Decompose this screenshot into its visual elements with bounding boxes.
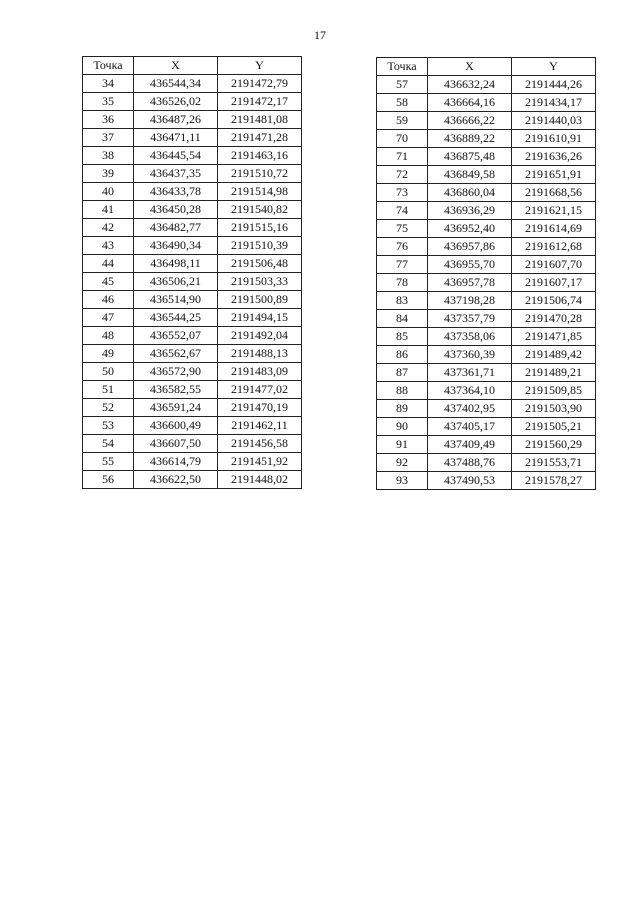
point-number-cell: 47 <box>83 309 134 327</box>
y-coordinate-cell: 2191510,72 <box>218 165 302 183</box>
point-number-cell: 88 <box>377 382 428 400</box>
x-coordinate-cell: 436487,26 <box>134 111 218 129</box>
y-coordinate-cell: 2191463,16 <box>218 147 302 165</box>
table-row <box>83 273 302 291</box>
y-coordinate-cell: 2191471,28 <box>218 129 302 147</box>
y-coordinate-cell: 2191456,58 <box>218 435 302 453</box>
x-coordinate-cell: 436445,54 <box>134 147 218 165</box>
table-row <box>377 346 596 364</box>
table-row <box>83 129 302 147</box>
point-number-cell: 51 <box>83 381 134 399</box>
point-number-cell: 45 <box>83 273 134 291</box>
y-coordinate-cell: 2191500,89 <box>218 291 302 309</box>
x-coordinate-cell: 437198,28 <box>428 292 512 310</box>
y-coordinate-cell: 2191514,98 <box>218 183 302 201</box>
y-coordinate-cell: 2191444,26 <box>512 76 596 94</box>
y-coordinate-cell: 2191607,70 <box>512 256 596 274</box>
x-coordinate-cell: 437402,95 <box>428 400 512 418</box>
x-coordinate-cell: 437357,79 <box>428 310 512 328</box>
x-coordinate-cell: 436591,24 <box>134 399 218 417</box>
x-coordinate-cell: 436936,29 <box>428 202 512 220</box>
y-coordinate-cell: 2191636,26 <box>512 148 596 166</box>
table-row <box>83 237 302 255</box>
table-row <box>83 381 302 399</box>
y-coordinate-cell: 2191621,15 <box>512 202 596 220</box>
y-coordinate-cell: 2191434,17 <box>512 94 596 112</box>
x-coordinate-cell: 436860,04 <box>428 184 512 202</box>
y-coordinate-cell: 2191462,11 <box>218 417 302 435</box>
x-coordinate-cell: 436957,78 <box>428 274 512 292</box>
point-number-cell: 50 <box>83 363 134 381</box>
x-coordinate-cell: 436889,22 <box>428 130 512 148</box>
table-row <box>377 148 596 166</box>
column-header-x: X <box>428 58 512 76</box>
x-coordinate-cell: 437409,49 <box>428 436 512 454</box>
y-coordinate-cell: 2191483,09 <box>218 363 302 381</box>
x-coordinate-cell: 437364,10 <box>428 382 512 400</box>
x-coordinate-cell: 437405,17 <box>428 418 512 436</box>
point-number-cell: 46 <box>83 291 134 309</box>
table-row <box>83 183 302 201</box>
table-row <box>83 345 302 363</box>
point-number-cell: 91 <box>377 436 428 454</box>
table-row <box>83 75 302 93</box>
column-header-y: Y <box>218 57 302 75</box>
point-number-cell: 57 <box>377 76 428 94</box>
x-coordinate-cell: 436664,16 <box>428 94 512 112</box>
table-row <box>377 472 596 490</box>
coordinates-table-right <box>376 57 596 490</box>
table-row <box>377 130 596 148</box>
table-row <box>83 453 302 471</box>
table-row <box>83 435 302 453</box>
x-coordinate-cell: 436562,67 <box>134 345 218 363</box>
point-number-cell: 59 <box>377 112 428 130</box>
y-coordinate-cell: 2191515,16 <box>218 219 302 237</box>
point-number-cell: 84 <box>377 310 428 328</box>
table-row <box>377 274 596 292</box>
y-coordinate-cell: 2191451,92 <box>218 453 302 471</box>
point-number-cell: 58 <box>377 94 428 112</box>
x-coordinate-cell: 436572,90 <box>134 363 218 381</box>
y-coordinate-cell: 2191506,48 <box>218 255 302 273</box>
point-number-cell: 39 <box>83 165 134 183</box>
x-coordinate-cell: 437360,39 <box>428 346 512 364</box>
table-row <box>83 93 302 111</box>
y-coordinate-cell: 2191503,33 <box>218 273 302 291</box>
point-number-cell: 38 <box>83 147 134 165</box>
x-coordinate-cell: 436582,55 <box>134 381 218 399</box>
y-coordinate-cell: 2191503,90 <box>512 400 596 418</box>
y-coordinate-cell: 2191540,82 <box>218 201 302 219</box>
point-number-cell: 71 <box>377 148 428 166</box>
y-coordinate-cell: 2191610,91 <box>512 130 596 148</box>
table-row <box>83 291 302 309</box>
table-row <box>377 238 596 256</box>
x-coordinate-cell: 436875,48 <box>428 148 512 166</box>
table-row <box>377 310 596 328</box>
table-row <box>377 202 596 220</box>
y-coordinate-cell: 2191505,21 <box>512 418 596 436</box>
table-row <box>377 256 596 274</box>
y-coordinate-cell: 2191494,15 <box>218 309 302 327</box>
x-coordinate-cell: 436498,11 <box>134 255 218 273</box>
table-row <box>83 147 302 165</box>
table-row <box>83 399 302 417</box>
point-number-cell: 35 <box>83 93 134 111</box>
page-number: 17 <box>314 28 326 42</box>
point-number-cell: 42 <box>83 219 134 237</box>
table-row <box>377 76 596 94</box>
x-coordinate-cell: 436437,35 <box>134 165 218 183</box>
point-number-cell: 89 <box>377 400 428 418</box>
point-number-cell: 55 <box>83 453 134 471</box>
table-row <box>83 219 302 237</box>
table-header-row <box>377 58 596 76</box>
table-row <box>83 309 302 327</box>
point-number-cell: 52 <box>83 399 134 417</box>
y-coordinate-cell: 2191440,03 <box>512 112 596 130</box>
y-coordinate-cell: 2191614,69 <box>512 220 596 238</box>
y-coordinate-cell: 2191509,85 <box>512 382 596 400</box>
table-row <box>83 111 302 129</box>
table-row <box>83 417 302 435</box>
table-row <box>377 220 596 238</box>
point-number-cell: 78 <box>377 274 428 292</box>
table-header-row <box>83 57 302 75</box>
point-number-cell: 44 <box>83 255 134 273</box>
table-row <box>83 471 302 489</box>
table-row <box>377 400 596 418</box>
point-number-cell: 34 <box>83 75 134 93</box>
x-coordinate-cell: 436666,22 <box>428 112 512 130</box>
y-coordinate-cell: 2191470,19 <box>218 399 302 417</box>
y-coordinate-cell: 2191560,29 <box>512 436 596 454</box>
x-coordinate-cell: 436552,07 <box>134 327 218 345</box>
table-row <box>377 418 596 436</box>
table-row <box>377 364 596 382</box>
table-row <box>83 363 302 381</box>
point-number-cell: 43 <box>83 237 134 255</box>
x-coordinate-cell: 436600,49 <box>134 417 218 435</box>
y-coordinate-cell: 2191489,42 <box>512 346 596 364</box>
point-number-cell: 72 <box>377 166 428 184</box>
point-number-cell: 48 <box>83 327 134 345</box>
x-coordinate-cell: 436955,70 <box>428 256 512 274</box>
y-coordinate-cell: 2191578,27 <box>512 472 596 490</box>
table-row <box>377 112 596 130</box>
x-coordinate-cell: 437490,53 <box>428 472 512 490</box>
y-coordinate-cell: 2191488,13 <box>218 345 302 363</box>
x-coordinate-cell: 436614,79 <box>134 453 218 471</box>
point-number-cell: 77 <box>377 256 428 274</box>
point-number-cell: 87 <box>377 364 428 382</box>
table-row <box>377 184 596 202</box>
x-coordinate-cell: 436544,34 <box>134 75 218 93</box>
x-coordinate-cell: 436433,78 <box>134 183 218 201</box>
table-row <box>83 327 302 345</box>
table-row <box>377 382 596 400</box>
point-number-cell: 36 <box>83 111 134 129</box>
table-row <box>377 436 596 454</box>
point-number-cell: 70 <box>377 130 428 148</box>
point-number-cell: 93 <box>377 472 428 490</box>
column-header-point: Точка <box>83 57 134 75</box>
point-number-cell: 85 <box>377 328 428 346</box>
x-coordinate-cell: 437358,06 <box>428 328 512 346</box>
x-coordinate-cell: 436544,25 <box>134 309 218 327</box>
x-coordinate-cell: 436622,50 <box>134 471 218 489</box>
point-number-cell: 54 <box>83 435 134 453</box>
x-coordinate-cell: 436490,34 <box>134 237 218 255</box>
table-row <box>377 454 596 472</box>
y-coordinate-cell: 2191651,91 <box>512 166 596 184</box>
y-coordinate-cell: 2191489,21 <box>512 364 596 382</box>
x-coordinate-cell: 437361,71 <box>428 364 512 382</box>
point-number-cell: 53 <box>83 417 134 435</box>
y-coordinate-cell: 2191448,02 <box>218 471 302 489</box>
point-number-cell: 76 <box>377 238 428 256</box>
y-coordinate-cell: 2191506,74 <box>512 292 596 310</box>
table-row <box>83 255 302 273</box>
y-coordinate-cell: 2191668,56 <box>512 184 596 202</box>
table-row <box>83 201 302 219</box>
x-coordinate-cell: 436849,58 <box>428 166 512 184</box>
y-coordinate-cell: 2191492,04 <box>218 327 302 345</box>
x-coordinate-cell: 436607,50 <box>134 435 218 453</box>
point-number-cell: 73 <box>377 184 428 202</box>
point-number-cell: 49 <box>83 345 134 363</box>
x-coordinate-cell: 436526,02 <box>134 93 218 111</box>
coordinates-table-left <box>82 56 302 489</box>
y-coordinate-cell: 2191470,28 <box>512 310 596 328</box>
point-number-cell: 74 <box>377 202 428 220</box>
column-header-y: Y <box>512 58 596 76</box>
y-coordinate-cell: 2191472,17 <box>218 93 302 111</box>
point-number-cell: 92 <box>377 454 428 472</box>
table-row <box>83 165 302 183</box>
x-coordinate-cell: 436514,90 <box>134 291 218 309</box>
y-coordinate-cell: 2191477,02 <box>218 381 302 399</box>
y-coordinate-cell: 2191607,17 <box>512 274 596 292</box>
y-coordinate-cell: 2191472,79 <box>218 75 302 93</box>
table-row <box>377 94 596 112</box>
column-header-x: X <box>134 57 218 75</box>
y-coordinate-cell: 2191553,71 <box>512 454 596 472</box>
point-number-cell: 37 <box>83 129 134 147</box>
point-number-cell: 41 <box>83 201 134 219</box>
table-row <box>377 292 596 310</box>
x-coordinate-cell: 436957,86 <box>428 238 512 256</box>
x-coordinate-cell: 436450,28 <box>134 201 218 219</box>
y-coordinate-cell: 2191612,68 <box>512 238 596 256</box>
point-number-cell: 86 <box>377 346 428 364</box>
point-number-cell: 75 <box>377 220 428 238</box>
y-coordinate-cell: 2191510,39 <box>218 237 302 255</box>
x-coordinate-cell: 436952,40 <box>428 220 512 238</box>
x-coordinate-cell: 436506,21 <box>134 273 218 291</box>
column-header-point: Точка <box>377 58 428 76</box>
point-number-cell: 40 <box>83 183 134 201</box>
table-row <box>377 166 596 184</box>
y-coordinate-cell: 2191481,08 <box>218 111 302 129</box>
point-number-cell: 83 <box>377 292 428 310</box>
point-number-cell: 90 <box>377 418 428 436</box>
x-coordinate-cell: 436482,77 <box>134 219 218 237</box>
table-row <box>377 328 596 346</box>
x-coordinate-cell: 436632,24 <box>428 76 512 94</box>
x-coordinate-cell: 436471,11 <box>134 129 218 147</box>
point-number-cell: 56 <box>83 471 134 489</box>
y-coordinate-cell: 2191471,85 <box>512 328 596 346</box>
x-coordinate-cell: 437488,76 <box>428 454 512 472</box>
